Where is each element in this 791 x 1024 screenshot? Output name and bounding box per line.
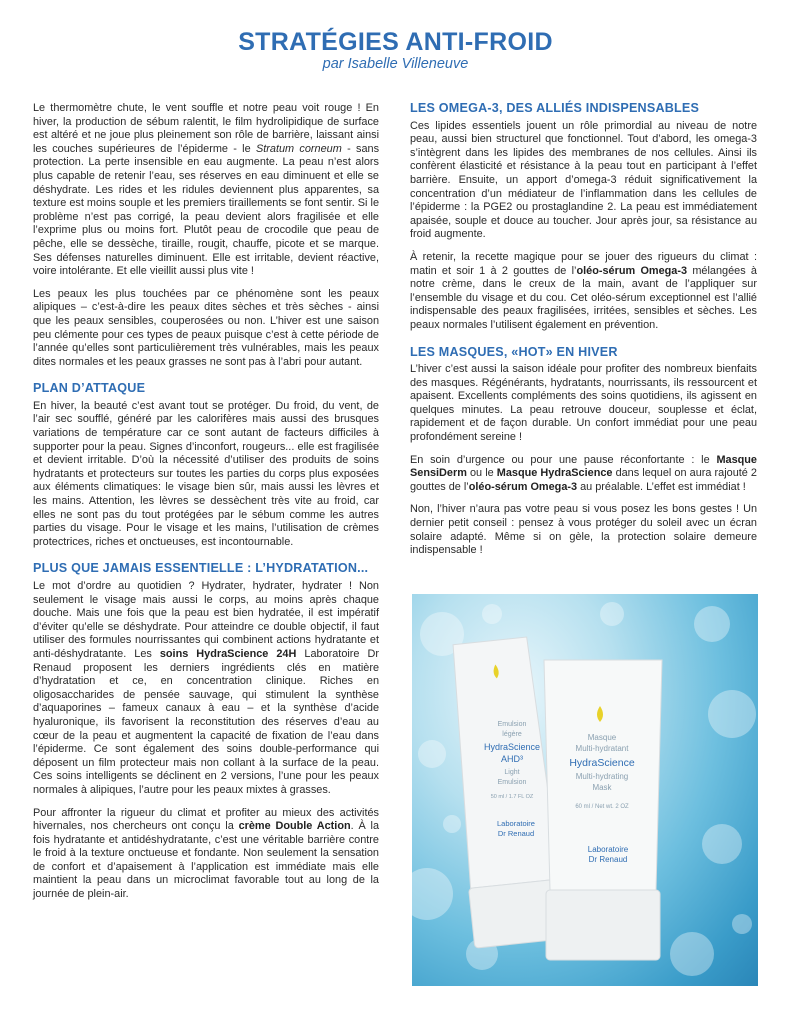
tube2-volume: 60 ml / Net wt. 2 OZ — [575, 804, 629, 810]
heading-plan-attaque: PLAN D’ATTAQUE — [33, 381, 146, 396]
tube2-line2: Multi-hydratant — [575, 744, 629, 753]
tube1-name: AHD³ — [501, 754, 523, 764]
tube2-brand: HydraScience — [569, 757, 635, 769]
paragraph-double-action: Pour affronter la rigueur du climat et profiter au mieux des activités hivernales, nos chercheurs ont conçu la crème Double Action. À la fois hydratante et antidéshydratante, c’est une véritable barrière contre le froid à la texture onctueuse et fondante. Non seulement la sensation de confort et d’apaisement à l’application est immédiate mais elle maintient la peau dans un microclimat favorable tout au long de la journée de plein-air. — [33, 806, 379, 901]
byline: par Isabelle Villeneuve — [322, 56, 469, 72]
tube1-line5: Light — [504, 769, 520, 776]
right-column — [410, 102, 757, 567]
product-photo — [412, 594, 758, 986]
paragraph-masques: L’hiver c’est aussi la saison idéale pour profiter des nombreux bienfaits des masques. Régénérants, hydratants, nourrissants, ils ressourcent et apaisent. Excellents compléments des soins quotidiens, ils agissent en quelques minutes. La peau retrouve douceur, souplesse et éclat, rapidement et de façon durable. Un confort immédiat pour une peau profondément sereine ! — [410, 363, 757, 444]
heading-hydratation: PLUS QUE JAMAIS ESSENTIELLE : L’HYDRATATION... — [33, 561, 369, 576]
paragraph-skin-types: Les peaux les plus touchées par ce phénomène sont les peaux alipiques – c’est-à-dire les peaux dites sèches et très sèches - ainsi que les peaux sensibles, couperosées ou non. L’hiver est une saison peu clémente pour ces types de peaux puisque c’est à cette période de l’année qu’elles sont particulièrement très vulnérables, mais les peaux dites normales et les peaux grasses ne sont pas à l’abri pour autant. — [33, 287, 379, 368]
tube1-brand: HydraScience — [483, 742, 541, 752]
tube2-line1: Masque — [587, 733, 617, 742]
heading-omega3: LES OMEGA-3, DES ALLIÉS INDISPENSABLES — [410, 101, 700, 115]
tube2-line5: Mask — [592, 783, 612, 792]
paragraph-recette: À retenir, la recette magique pour se jouer des rigueurs du climat : matin et soir 1 à 2 gouttes de l’oléo-sérum Omega-3 mélangées à notre crème, dans le creux de la main, avant de l’appliquer sur l’ensemble du visage et du cou. Cet oléo-sérum exceptionnel est l’allié indispensable des peaux fragilisées, irritées, sensibles et sèches. Les peaux normales l’utilisent également en prévention. — [410, 250, 757, 331]
tube1-line6: Emulsion — [497, 779, 527, 786]
paragraph-intro: Le thermomètre chute, le vent souffle et notre peau voit rouge ! En hiver, la production de sébum ralentit, le film hydrolipidique de surface est altéré et ne joue plus pleinement son rôle de barrière, laissant ainsi les couches supérieures de l’épiderme - le Stratum corneum - sans protection. La perte insensible en eau augmente. La peau n’est alors plus capable de retenir l’eau, ses réserves en eau diminuent et elle se déshydrate. Les rides et les ridules deviennent plus apparentes, sa texture est moins souple et les premiers tiraillements se font sentir. Si le problème n’est pas corrigé, la peau devient alors fragilisée et elle l’exprime plus ou moins fort. Plutôt peau de crocodile que peau de pêche, elle se dessèche, tiraille, rougit, chauffe, picote et se marque. Ses défenses naturelles diminuent. Elle est irritable, devient réactive, voire intolérante. Et elle vieillit aussi plus vite ! — [33, 102, 380, 278]
tube-masque — [544, 660, 662, 960]
tube1-line2: légère — [502, 731, 522, 738]
page-title: STRATÉGIES ANTI-FROID — [238, 28, 553, 56]
paragraph-hydrascience: Le mot d’ordre au quotidien ? Hydrater, hydrater, hydrater ! Non seulement le visage mais aussi le corps, au moins après chaque douche. Mais une fois que la peau est bien hydratée, il est impératif d’éviter qu’elle se déshydrate. Pour atteindre ce double objectif, il faut utiliser des formules nourrissantes qui combinent actions hydratante et anti-déshydratante. Les soins HydraScience 24H Laboratoire Dr Renaud proposent les derniers ingrédients clés en matière d’hydratation et ce, en concentration clinique. Riches en oligosaccharides de pensée sauvage, qui stimulent la synthèse d’aquaporines – fameux canaux à eau – et la synthèse d’acide hyaluronique, ils favorisent la reconstitution des réserves d’eau au cœur de la peau et augmentent la capacité de fixation de l’eau dans l’épiderme. Ce sont également des soins double-performance qui déposent un film protecteur mais non collant à la surface de la peau. Ces soins intelligents se déclinent en 2 versions, l’une pour les peaux normales à alipiques, l’autre pour les peaux mixtes à grasses. — [33, 580, 379, 796]
heading-masques: LES MASQUES, «HOT» EN HIVER — [410, 344, 618, 359]
paragraph-conseil: Non, l’hiver n’aura pas votre peau si vous posez les bons gestes ! Un dernier petit conseil : pensez à vous protéger du soleil avec un écran solaire adapté. Même si on gèle, la protection solaire demeure indispensable ! — [410, 503, 757, 557]
paragraph-protection: En hiver, la beauté c’est avant tout se protéger. Du froid, du vent, de l’air sec soufflé, généré par les calorifères mais aussi des brusques variations de température car ce sont autant de facteurs difficiles à supporter pour la peau. Signes d’inconfort, rougeurs... elle est fragilisée et devient irritable. D’où la nécessité d’utiliser des produits de soins hydratants et protecteurs sur toutes les parties du corps plus exposées aux éléments climatiques: le visage bien sûr, mais aussi les lèvres et les mains. Attention, les lèvres se dessèchent très vite au froid, car elles ne sont pas du tout protégées par le sébum comme les autres parties du visage. Pour le visage et les mains, l’utilisation de crèmes protectrices, riches et onctueuses, est incontournable. — [33, 399, 379, 548]
tube1-line1: Emulsion — [497, 721, 527, 728]
tube2-lab1: Laboratoire — [587, 845, 629, 854]
paragraph-omega3: Ces lipides essentiels jouent un rôle primordial au niveau de notre peau, aussi bien structurel que fonctionnel. Tout d’abord, les omega-3 s’intègrent dans les lipides des membranes de nos cellules. Ainsi ils confèrent élasticité et résistance à la peau tout en participant à l’effet barrière. Ensuite, un apport d’omega-3 réduit significativement la concentration d’un médiateur de l’inflammation dans les cellules de l’épiderme : la PGE2 ou prostaglandine 2. La peau est immédiatement apaisée, souple et douce au toucher. Jour après jour, sa résistance au froid augmente. — [410, 119, 757, 241]
tube1-lab2: Dr Renaud — [497, 829, 535, 838]
tube2-line4: Multi-hydrating — [575, 772, 629, 781]
left-column — [33, 102, 379, 911]
tube1-lab1: Laboratoire — [497, 819, 535, 828]
tube2-lab2: Dr Renaud — [588, 855, 628, 864]
tube1-volume: 50 ml / 1.7 FL OZ — [490, 794, 534, 800]
paragraph-soin-urgence: En soin d’urgence ou pour une pause réconfortante : le Masque SensiDerm ou le Masque HydraScience dans lequel on aura rajouté 2 gouttes de l’oléo-sérum Omega-3 au préalable. L’effet est immédiat ! — [410, 453, 757, 493]
product-photo-illustration — [412, 594, 758, 986]
